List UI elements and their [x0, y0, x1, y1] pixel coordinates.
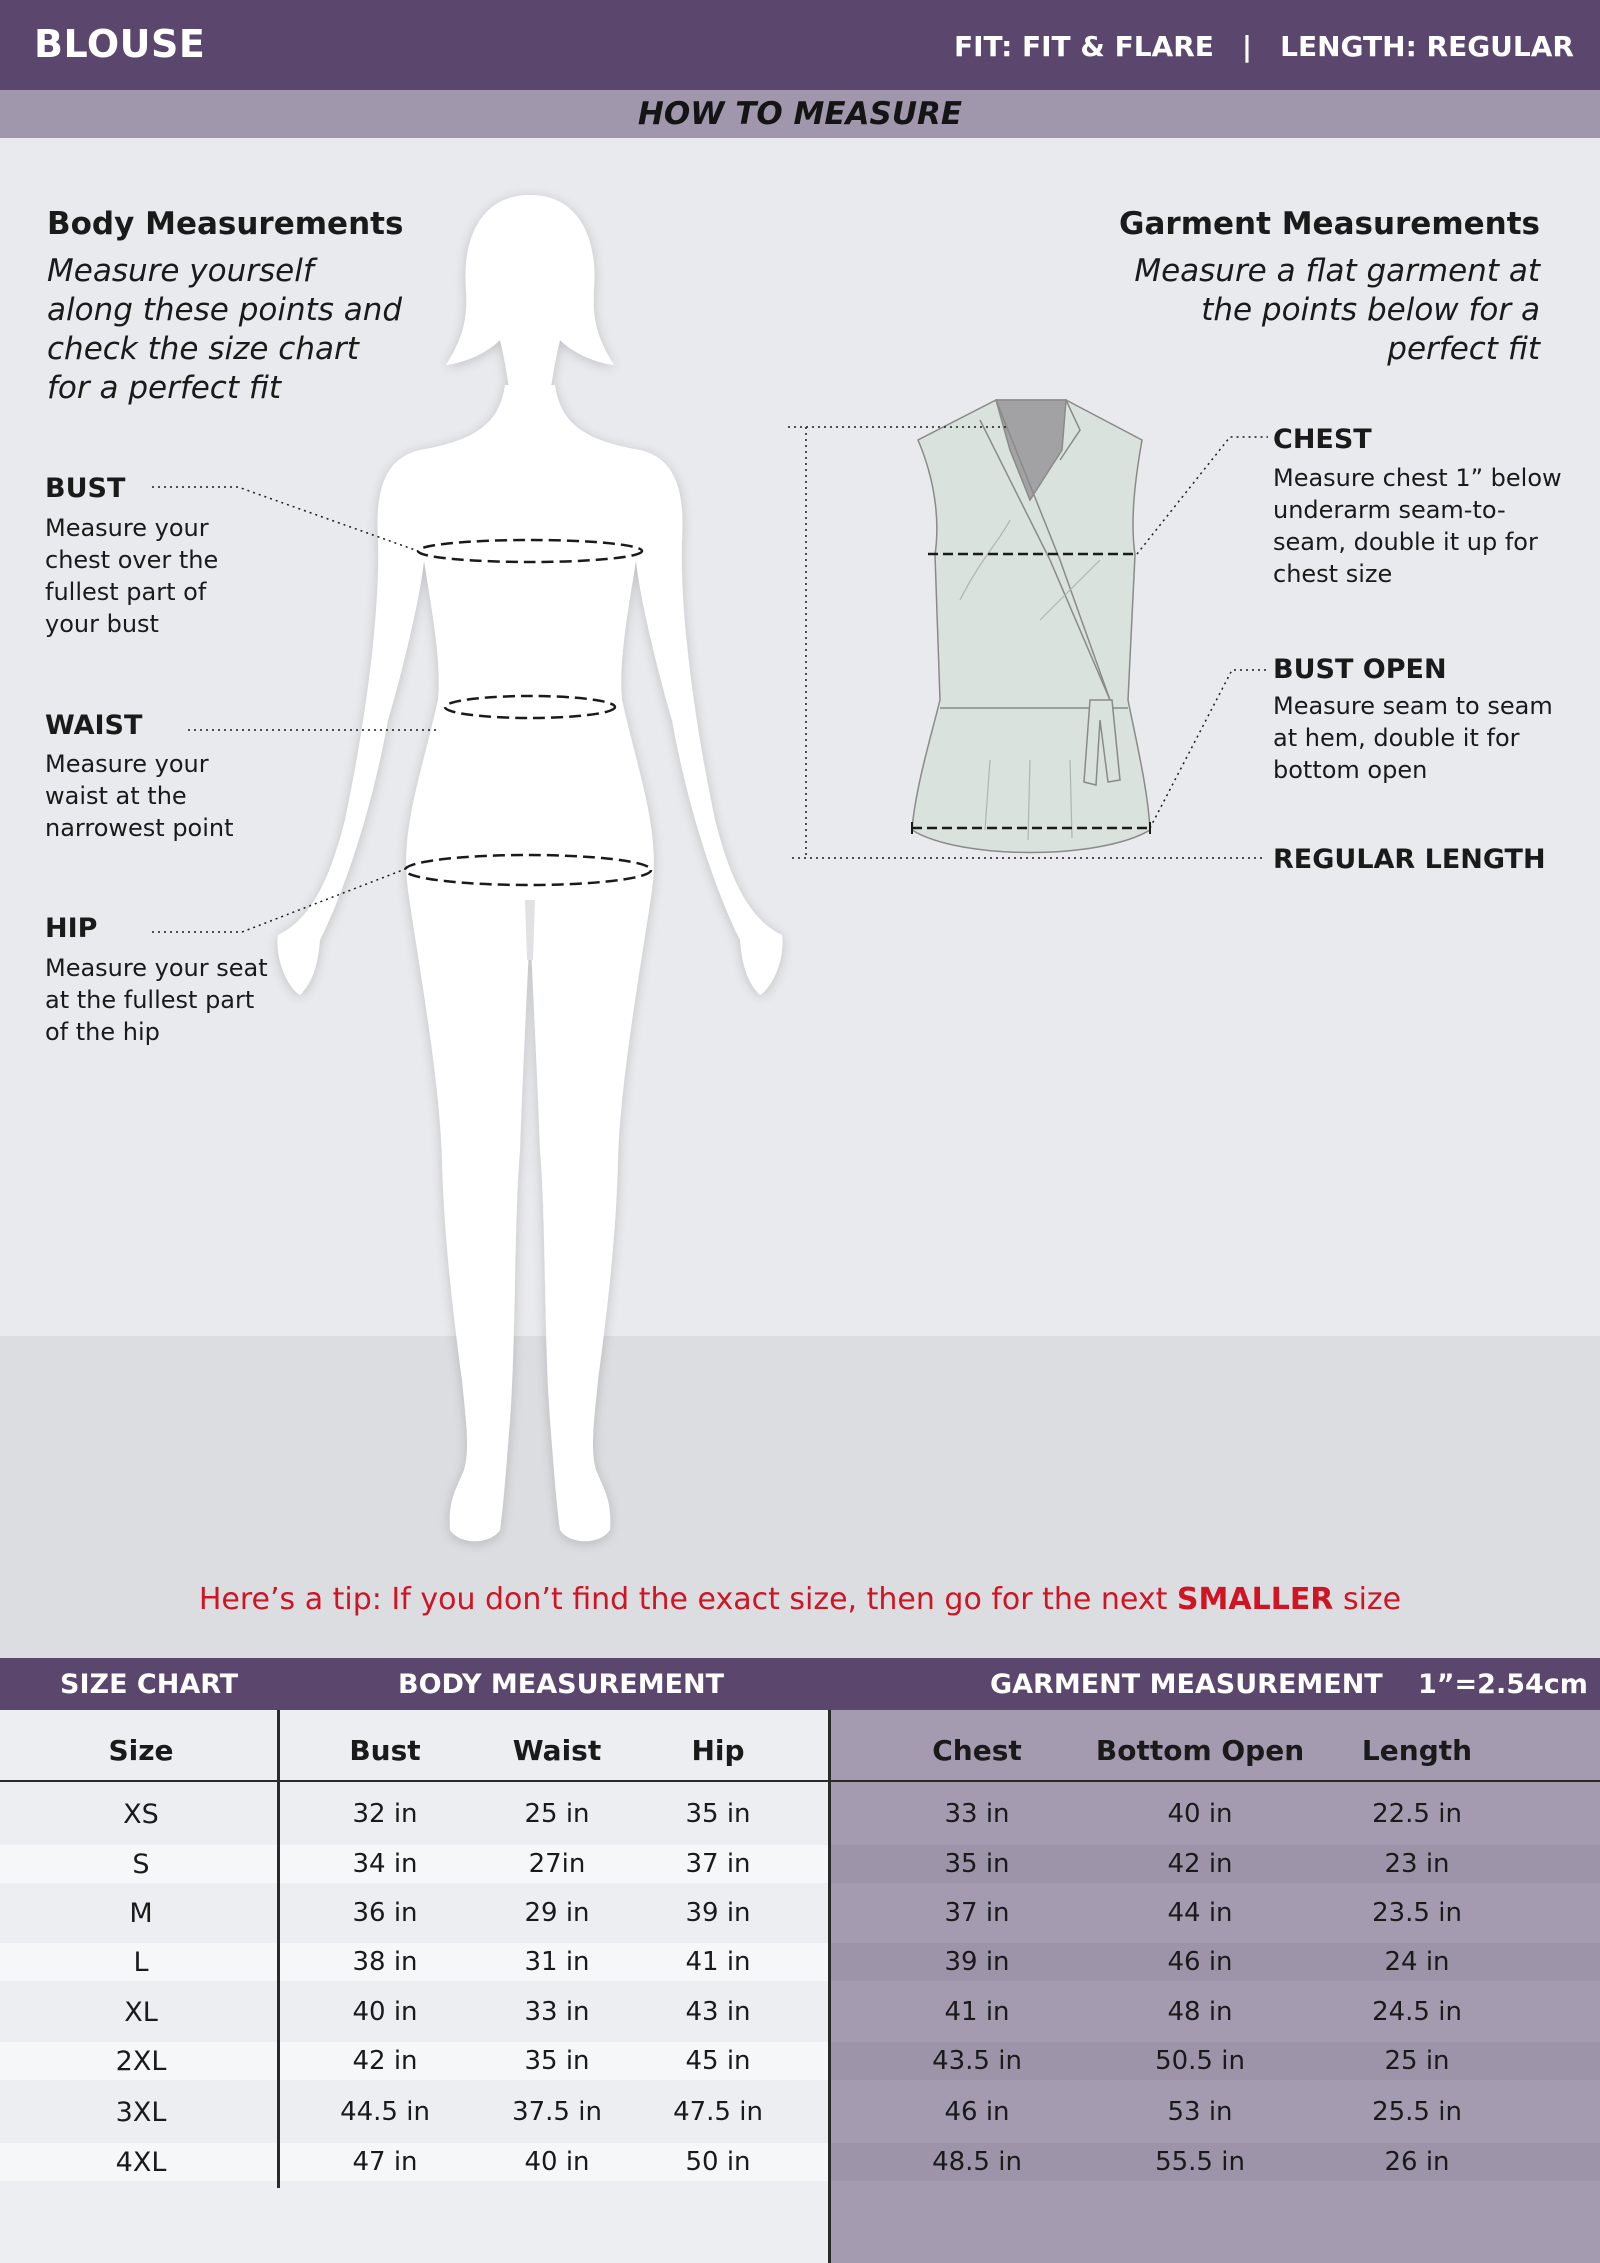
measurement-cell: 40 in	[1167, 1799, 1233, 1829]
measurement-cell: 42 in	[352, 2046, 418, 2076]
measurement-cell: 46 in	[1167, 1947, 1233, 1977]
regular-length-label: REGULAR LENGTH	[1273, 844, 1546, 875]
size-cell: 4XL	[115, 2147, 167, 2178]
chest-description: Measure chest 1” below underarm seam-to-seam, double it up for chest size	[1273, 464, 1562, 588]
body-measurements-heading: Body Measurements	[47, 206, 404, 242]
bust-open-label: BUST OPEN	[1273, 654, 1447, 685]
measurement-cell: 40 in	[524, 2147, 590, 2177]
bust-description: Measure your chest over the fullest part of your bust	[45, 514, 219, 638]
measurement-cell: 55.5 in	[1155, 2147, 1245, 2177]
length-label: LENGTH: REGULAR	[1280, 30, 1574, 63]
measurement-cell: 33 in	[524, 1997, 590, 2027]
measurement-cell: 38 in	[352, 1947, 418, 1977]
measurement-cell: 50.5 in	[1155, 2046, 1245, 2076]
how-to-measure-bar	[0, 90, 1600, 138]
column-header: Waist	[512, 1734, 602, 1767]
measurement-cell: 23 in	[1384, 1849, 1450, 1879]
measurement-cell: 45 in	[685, 2046, 751, 2076]
measurement-cell: 37 in	[944, 1898, 1010, 1928]
measurement-cell: 35 in	[685, 1799, 751, 1829]
measurement-cell: 25.5 in	[1372, 2097, 1462, 2127]
body-measurements-intro: Measure yourself along these points and check the size chart for a perfect fit	[47, 253, 403, 406]
measurement-cell: 22.5 in	[1372, 1799, 1462, 1829]
measurement-cell: 48 in	[1167, 1997, 1233, 2027]
blouse-illustration	[912, 400, 1150, 853]
chest-label: CHEST	[1273, 424, 1372, 455]
size-cell: 3XL	[115, 2097, 167, 2128]
body-garment-divider	[828, 1710, 831, 2263]
size-cell: M	[129, 1898, 153, 1929]
body-measurement-title: BODY MEASUREMENT	[398, 1669, 725, 1700]
column-header: Bottom Open	[1095, 1734, 1305, 1767]
header-separator: |	[1241, 30, 1253, 63]
tip-prefix: Here’s a tip: If you don’t find the exact size, then go for the next	[198, 1582, 1177, 1617]
measurement-cell: 35 in	[944, 1849, 1010, 1879]
tip-suffix: size	[1333, 1582, 1402, 1617]
hip-label: HIP	[45, 913, 98, 944]
measurement-cell: 36 in	[352, 1898, 418, 1928]
measurement-cell: 29 in	[524, 1898, 590, 1928]
measurement-cell: 42 in	[1167, 1849, 1233, 1879]
size-cell: XL	[124, 1997, 158, 2028]
size-chart-title: SIZE CHART	[60, 1669, 239, 1700]
fit-label: FIT: FIT & FLARE	[953, 30, 1214, 63]
measurement-cell: 26 in	[1384, 2147, 1450, 2177]
column-header: Hip	[691, 1734, 745, 1767]
measurement-cell: 43.5 in	[932, 2046, 1022, 2076]
measurement-cell: 34 in	[352, 1849, 418, 1879]
product-title: BLOUSE	[34, 22, 206, 66]
column-header: Chest	[932, 1734, 1022, 1767]
size-chart-bar	[0, 1658, 1600, 1710]
column-header: Length	[1361, 1734, 1473, 1767]
hip-description: Measure your seat at the fullest part of the hip	[45, 954, 268, 1046]
measurement-cell: 48.5 in	[932, 2147, 1022, 2177]
measurement-cell: 47 in	[352, 2147, 418, 2177]
size-tip	[0, 1582, 1600, 1617]
waist-description: Measure your waist at the narrowest point	[45, 750, 234, 842]
waist-label: WAIST	[45, 710, 143, 741]
size-cell: XS	[123, 1799, 159, 1830]
column-header: Size	[108, 1734, 174, 1767]
measurement-cell: 37 in	[685, 1849, 751, 1879]
bust-label: BUST	[45, 473, 126, 504]
how-to-measure-title: HOW TO MEASURE	[637, 96, 963, 132]
measurement-cell: 43 in	[685, 1997, 751, 2027]
header-bar	[0, 0, 1600, 90]
measurement-cell: 31 in	[524, 1947, 590, 1977]
column-header: Bust	[349, 1734, 421, 1767]
measurement-cell: 44 in	[1167, 1898, 1233, 1928]
table-header-rule	[0, 1780, 1600, 1782]
size-cell: S	[132, 1849, 150, 1880]
measurement-cell: 40 in	[352, 1997, 418, 2027]
bust-open-description: Measure seam to seam at hem, double it for bottom open	[1273, 692, 1553, 784]
measurement-cell: 46 in	[944, 2097, 1010, 2127]
garment-measurements-intro: Measure a flat garment at the points below for a perfect fit	[1134, 253, 1540, 367]
measurement-cell: 39 in	[685, 1898, 751, 1928]
measurement-cell: 35 in	[524, 2046, 590, 2076]
measurement-cell: 41 in	[685, 1947, 751, 1977]
garment-measurement-title: GARMENT MEASUREMENT	[990, 1669, 1383, 1700]
measurement-cell: 24.5 in	[1372, 1997, 1462, 2027]
measurement-cell: 37.5 in	[512, 2097, 602, 2127]
measurement-cell: 33 in	[944, 1799, 1010, 1829]
measurement-cell: 23.5 in	[1372, 1898, 1462, 1928]
measurement-cell: 27in	[528, 1849, 586, 1879]
measurement-cell: 44.5 in	[340, 2097, 430, 2127]
inch-conversion: 1”=2.54cm	[1418, 1669, 1588, 1700]
size-cell: L	[133, 1947, 149, 1978]
measurement-cell: 25 in	[524, 1799, 590, 1829]
measurement-cell: 41 in	[944, 1997, 1010, 2027]
measurement-cell: 32 in	[352, 1799, 418, 1829]
measurement-cell: 24 in	[1384, 1947, 1450, 1977]
measurement-cell: 50 in	[685, 2147, 751, 2177]
garment-measurements-heading: Garment Measurements	[1119, 206, 1540, 242]
tip-emphasis: SMALLER	[1176, 1582, 1334, 1617]
measurement-cell: 47.5 in	[673, 2097, 763, 2127]
size-cell: 2XL	[115, 2046, 167, 2077]
measurement-cell: 53 in	[1167, 2097, 1233, 2127]
measurement-cell: 25 in	[1384, 2046, 1450, 2076]
measurement-cell: 39 in	[944, 1947, 1010, 1977]
fit-length-info	[954, 30, 1574, 63]
